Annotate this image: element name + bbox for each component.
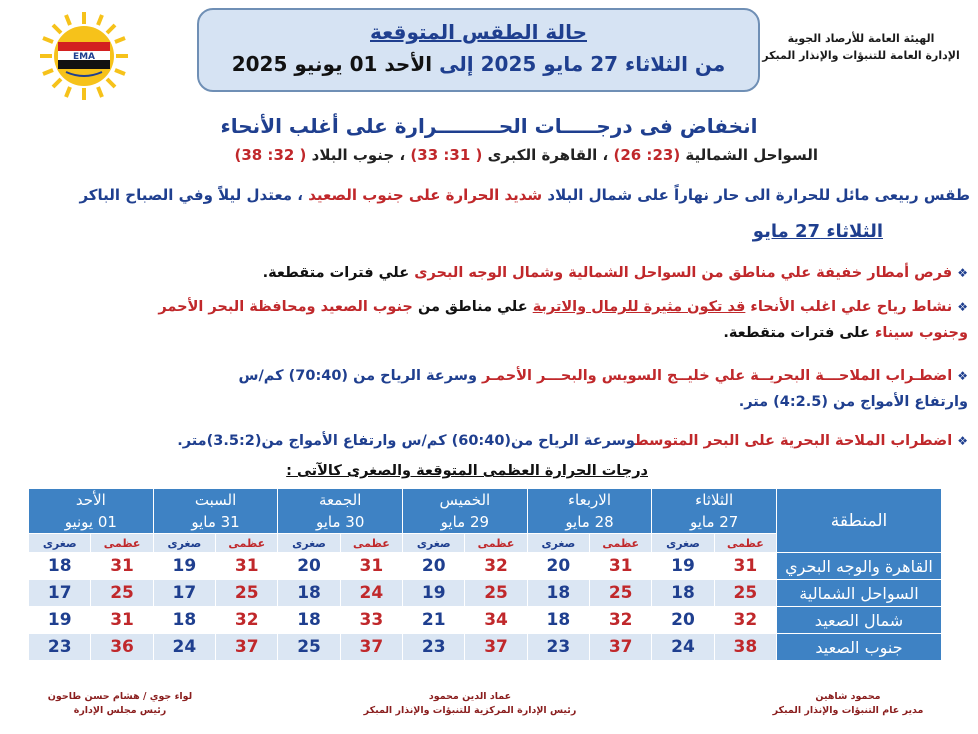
bullet-rain-rest: علي فترات متقطعة.: [262, 265, 410, 281]
table-row: [29, 553, 942, 580]
min-temp-cell: 24: [652, 634, 714, 661]
max-temp-cell: 24: [340, 580, 402, 607]
min-temp-cell: 18: [153, 607, 215, 634]
max-temp-cell: 31: [91, 553, 153, 580]
min-temp-cell: 19: [652, 553, 714, 580]
min-temp-cell: 17: [29, 580, 91, 607]
signature-chairman: [20, 690, 220, 718]
ema-logo-icon: [36, 8, 132, 104]
cairo-range: ( 31: 33): [410, 146, 483, 164]
weather-summary: [8, 184, 970, 206]
bullet-wind: [10, 294, 968, 346]
title-box: [197, 8, 760, 92]
period-to: الأحد 01 يونيو 2025: [231, 52, 433, 76]
max-temp-cell: 31: [340, 553, 402, 580]
min-temp-cell: 18: [527, 580, 589, 607]
max-temp-cell: 38: [714, 634, 776, 661]
diamond-bullet-icon: ❖: [957, 300, 968, 314]
bullet-wind-on: علي مناطق من: [417, 299, 528, 315]
diamond-bullet-icon: ❖: [957, 434, 968, 448]
day-header: الجمعة 30 مايو: [278, 489, 403, 534]
min-label: صغرى: [403, 534, 465, 553]
min-temp-cell: 19: [403, 580, 465, 607]
summary-part3: ، معتدل ليلاً وفي الصباح الباكر: [79, 186, 304, 204]
min-temp-cell: 23: [403, 634, 465, 661]
max-temp-cell: 25: [465, 580, 527, 607]
min-temp-cell: 18: [278, 580, 340, 607]
headline: انخفاض فى درجـــــات الحـــــــــرارة على أغلب الأنحاء: [220, 114, 758, 138]
authority-department: الإدارة العامة للتنبؤات والإنذار المبكر: [762, 49, 960, 62]
max-temp-cell: 33: [340, 607, 402, 634]
max-temp-cell: 37: [216, 634, 278, 661]
bullet-red-sea: [10, 363, 968, 415]
min-temp-cell: 20: [652, 607, 714, 634]
region-cell: شمال الصعيد: [777, 607, 942, 634]
region-header: المنطقة: [777, 489, 942, 553]
south-range: ( 32: 38): [234, 146, 307, 164]
day-header: الخميس 29 مايو: [403, 489, 528, 534]
min-label: صغرى: [527, 534, 589, 553]
max-temp-cell: 32: [216, 607, 278, 634]
bullet-med-wind: وسرعة الرياح من(60:40) كم/س وارتفاع الأمواج من(3.5:2)متر.: [177, 433, 635, 449]
signatory-title: مدير عام التنبؤات والإنذار المبكر: [772, 705, 924, 716]
min-temp-cell: 18: [652, 580, 714, 607]
day-header: السبت 31 مايو: [153, 489, 278, 534]
table-row: [29, 607, 942, 634]
min-temp-cell: 24: [153, 634, 215, 661]
max-temp-cell: 25: [216, 580, 278, 607]
temperature-table: [28, 488, 942, 661]
signatory-name: عماد الدين محمود: [428, 691, 512, 702]
signature-central-head: [330, 690, 610, 718]
authority-header: [756, 30, 966, 64]
table-row: [29, 634, 942, 661]
day-header: الثلاثاء 27 مايو: [652, 489, 777, 534]
authority-name: الهيئة العامة للأرصاد الجوية: [787, 32, 935, 45]
max-label: عظمى: [216, 534, 278, 553]
summary-part2: شديد الحرارة على جنوب الصعيد: [308, 186, 543, 204]
min-temp-cell: 25: [278, 634, 340, 661]
max-temp-cell: 37: [340, 634, 402, 661]
min-label: صغرى: [153, 534, 215, 553]
min-temp-cell: 20: [278, 553, 340, 580]
signatory-title: رئيس الإدارة المركزية للتنبؤات والإنذار المبكر: [363, 705, 577, 716]
table-row: [29, 580, 942, 607]
signature-forecast-director: [738, 690, 958, 718]
table-caption: درجات الحرارة العظمى المتوقعة والصغرى كالآتى :: [286, 463, 648, 479]
forecast-period: [199, 52, 758, 76]
max-temp-cell: 31: [216, 553, 278, 580]
diamond-bullet-icon: ❖: [957, 369, 968, 383]
north-coast-range: (23: 26): [613, 146, 681, 164]
signatory-title: رئيس مجلس الإدارة: [73, 705, 167, 716]
max-temp-cell: 34: [465, 607, 527, 634]
bullet-wind-areas: جنوب الصعيد ومحافظة البحر الأحمر: [158, 299, 413, 315]
separator: ،: [399, 146, 406, 164]
bullet-red-sea-wind: وسرعة الرياح من (70:40) كم/س: [238, 368, 477, 384]
max-temp-cell: 32: [714, 607, 776, 634]
max-label: عظمى: [91, 534, 153, 553]
day-heading: الثلاثاء 27 مايو: [752, 221, 883, 242]
max-label: عظمى: [340, 534, 402, 553]
day-header: الأحد 01 يونيو: [29, 489, 154, 534]
bullet-med-main: اضطراب الملاحة البحرية على البحر المتوسط: [635, 433, 953, 449]
signatory-name: محمود شاهين: [815, 691, 881, 702]
bullet-mediterranean: [10, 428, 968, 454]
max-temp-cell: 31: [91, 607, 153, 634]
min-label: صغرى: [29, 534, 91, 553]
bullet-red-sea-main: اضطـراب الملاحـــة البحريــة علي خليــج السويس والبحـــر الأحمـر: [482, 368, 953, 384]
max-temp-cell: 36: [91, 634, 153, 661]
min-temp-cell: 19: [29, 607, 91, 634]
cairo-label: القاهرة الكبرى: [487, 146, 598, 164]
min-temp-cell: 18: [278, 607, 340, 634]
separator: ،: [602, 146, 609, 164]
north-coast-label: السواحل الشمالية: [685, 146, 818, 164]
max-temp-cell: 31: [590, 553, 652, 580]
bullet-rain: [10, 260, 968, 286]
max-temp-cell: 32: [590, 607, 652, 634]
min-temp-cell: 23: [29, 634, 91, 661]
max-label: عظمى: [590, 534, 652, 553]
min-label: صغرى: [278, 534, 340, 553]
min-temp-cell: 23: [527, 634, 589, 661]
min-temp-cell: 17: [153, 580, 215, 607]
min-temp-cell: 20: [403, 553, 465, 580]
max-label: عظمى: [465, 534, 527, 553]
min-temp-cell: 20: [527, 553, 589, 580]
min-temp-cell: 21: [403, 607, 465, 634]
period-from: من الثلاثاء 27 مايو 2025: [480, 52, 726, 76]
bullet-wind-sinai: وجنوب سيناء: [874, 325, 968, 341]
south-label: جنوب البلاد: [311, 146, 395, 164]
max-temp-cell: 31: [714, 553, 776, 580]
min-label: صغرى: [652, 534, 714, 553]
region-cell: السواحل الشمالية: [777, 580, 942, 607]
max-temp-cell: 32: [465, 553, 527, 580]
page-title: حالة الطقس المتوقعة: [370, 20, 587, 44]
signatory-name: لواء جوي / هشام حسن طاحون: [47, 691, 193, 702]
bullet-wind-periods: على فترات متقطعة.: [723, 325, 870, 341]
diamond-bullet-icon: ❖: [957, 266, 968, 280]
max-temp-cell: 25: [714, 580, 776, 607]
region-cell: القاهرة والوجه البحري: [777, 553, 942, 580]
logo-text: EMA: [72, 52, 96, 62]
min-temp-cell: 19: [153, 553, 215, 580]
region-cell: جنوب الصعيد: [777, 634, 942, 661]
summary-part1: طقس ربيعى مائل للحرارة الى حار نهاراً على شمال البلاد: [547, 186, 970, 204]
max-temp-cell: 37: [590, 634, 652, 661]
period-to-word: إلى: [439, 52, 474, 76]
max-temp-cell: 25: [91, 580, 153, 607]
bullet-wind-main: نشاط رياح علي اغلب الأنحاء: [750, 299, 953, 315]
bullet-red-sea-waves: وارتفاع الأمواج من (4:2.5) متر.: [738, 394, 968, 410]
max-temp-cell: 25: [590, 580, 652, 607]
bullet-wind-dust: قد تكون مثيرة للرمال والاتربة: [532, 299, 746, 315]
min-temp-cell: 18: [527, 607, 589, 634]
temperature-ranges: [234, 146, 818, 164]
bullet-rain-main: فرص أمطار خفيفة علي مناطق من السواحل الشمالية وشمال الوجه البحرى: [414, 265, 953, 281]
min-temp-cell: 18: [29, 553, 91, 580]
day-header: الاربعاء 28 مايو: [527, 489, 652, 534]
max-temp-cell: 37: [465, 634, 527, 661]
max-label: عظمى: [714, 534, 776, 553]
